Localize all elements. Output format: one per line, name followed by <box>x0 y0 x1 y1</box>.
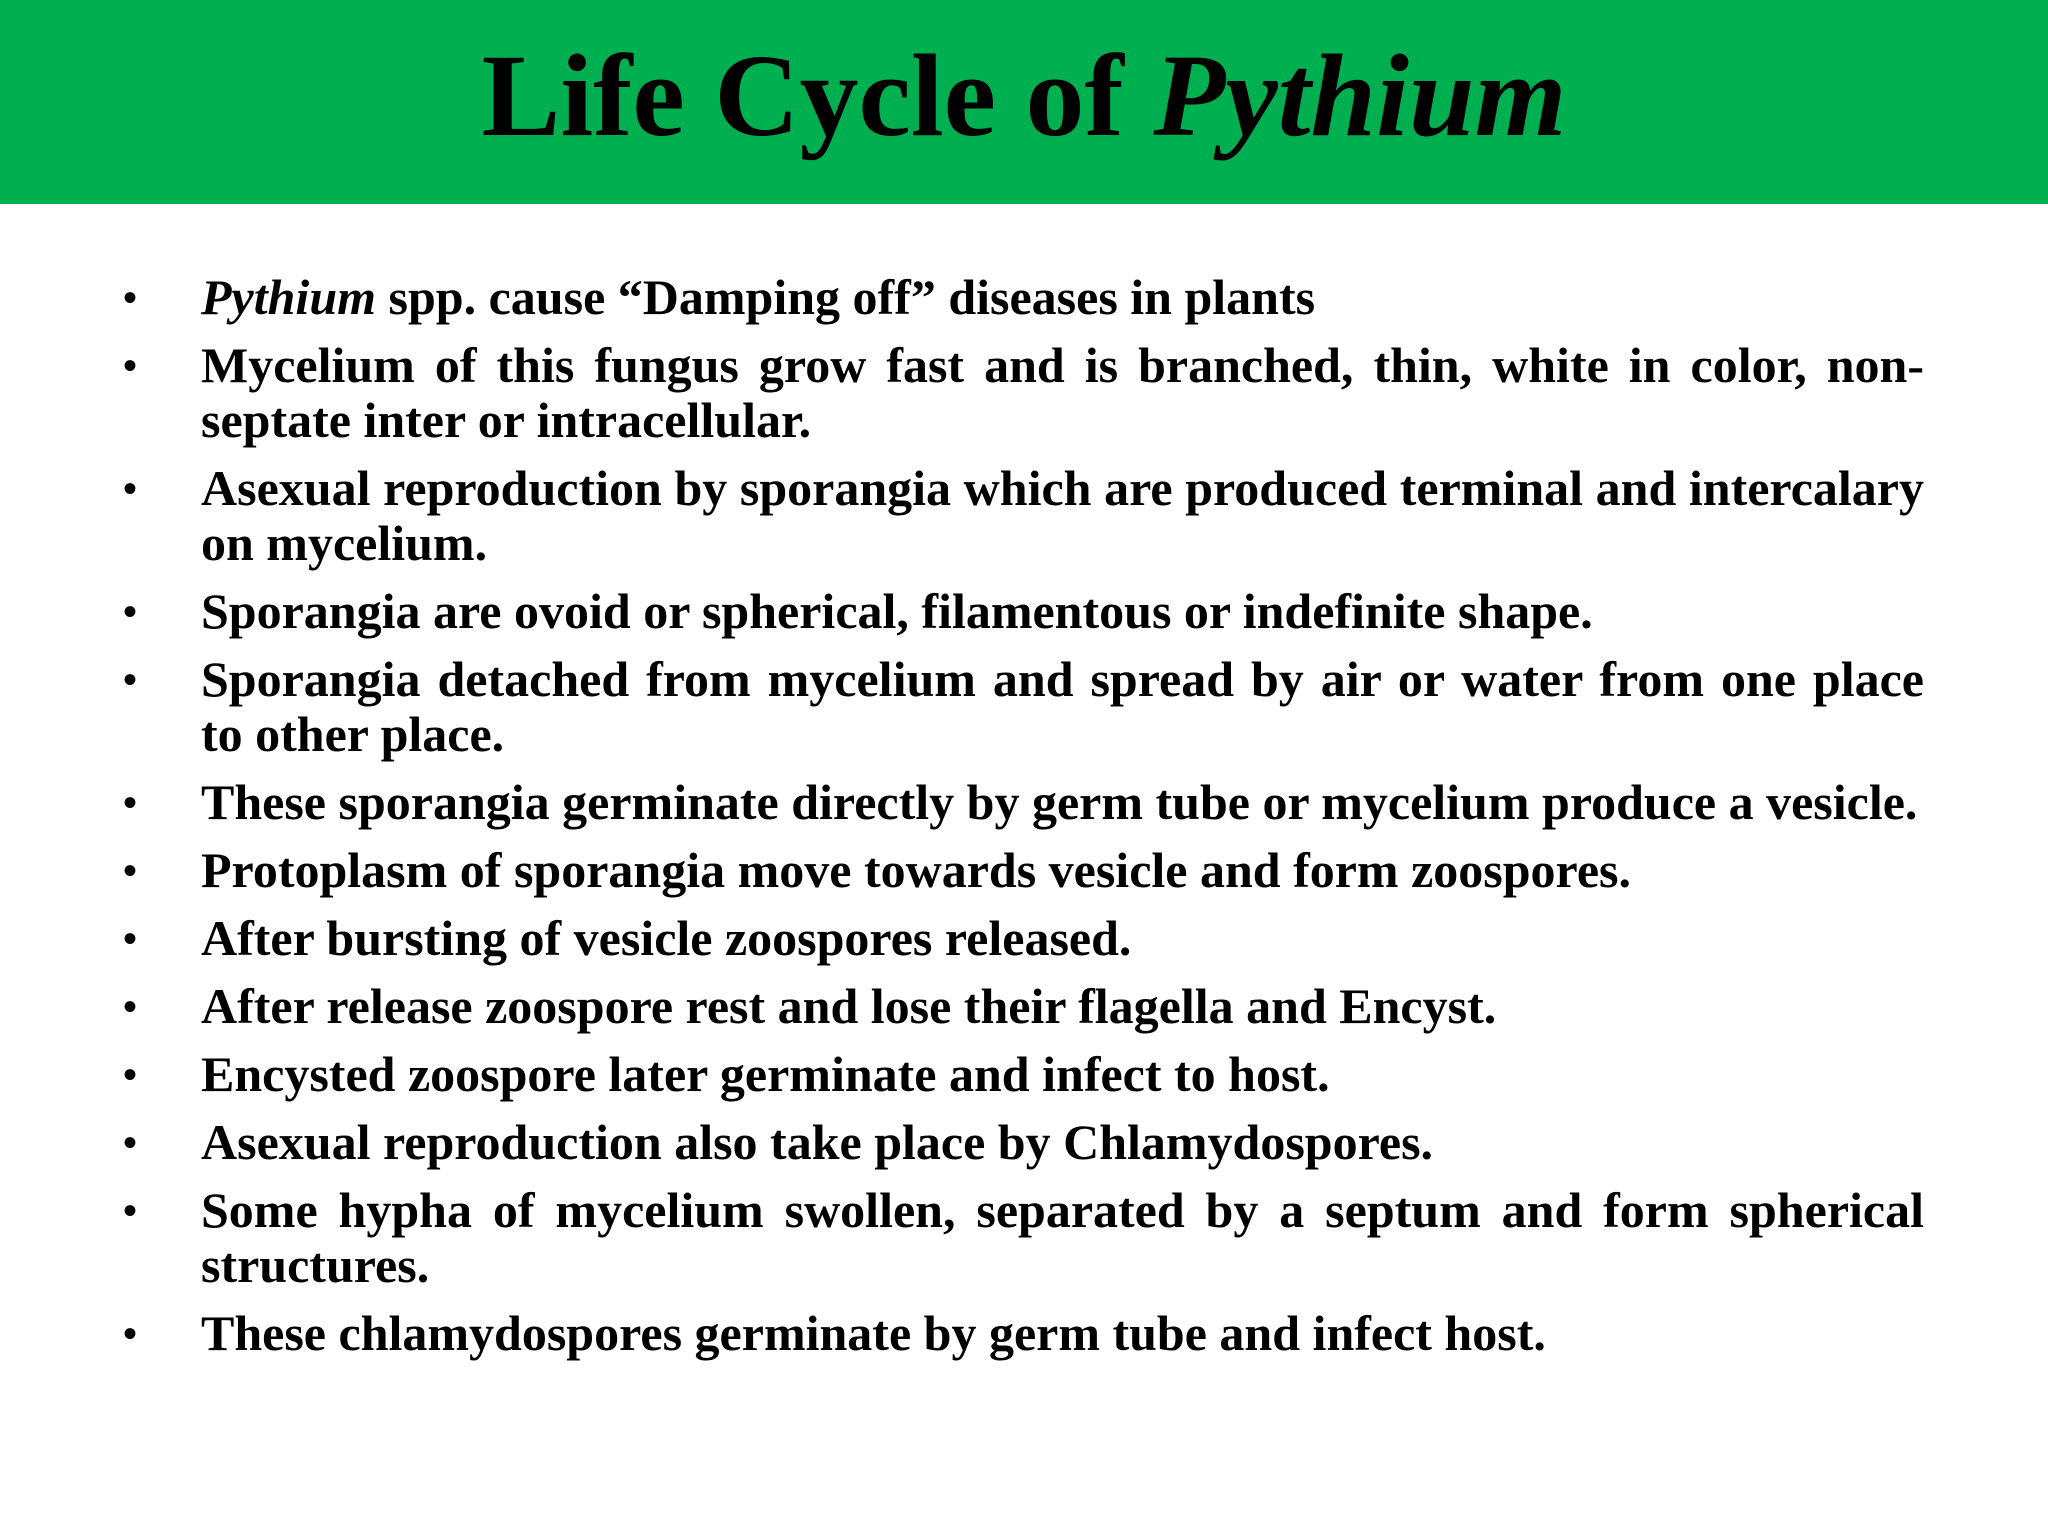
list-item-text: Asexual reproduction also take place by Chlamydospores. <box>201 1114 1434 1170</box>
list-item-text: These chlamydospores germinate by germ tube and infect host. <box>201 1305 1546 1361</box>
title-bar <box>0 0 2048 204</box>
list-item <box>118 979 1924 1034</box>
list-item-text: Some hypha of mycelium swollen, separated by a septum and form spherical structures. <box>201 1182 1924 1293</box>
bullet-icon: • <box>123 343 138 388</box>
bullet-icon: • <box>123 780 138 825</box>
slide-title <box>481 30 1567 161</box>
list-item <box>118 652 1924 762</box>
list-item-text: Asexual reproduction by sporangia which are produced terminal and intercalary on mycelium. <box>201 460 1924 571</box>
content-area <box>118 270 1924 1374</box>
bullet-icon: • <box>123 1052 138 1097</box>
bullet-icon: • <box>123 916 138 961</box>
list-item-text: Sporangia are ovoid or spherical, filamentous or indefinite shape. <box>201 583 1593 639</box>
list-item-text: After bursting of vesicle zoospores released. <box>201 910 1132 966</box>
bullet-icon: • <box>123 848 138 893</box>
bullet-list <box>118 270 1924 1361</box>
list-item <box>118 461 1924 571</box>
list-item <box>118 270 1924 325</box>
bullet-icon: • <box>123 589 138 634</box>
list-item <box>118 338 1924 448</box>
list-item <box>118 1115 1924 1170</box>
title-text: Life Cycle of <box>481 30 1154 161</box>
bullet-icon: • <box>123 1311 138 1356</box>
list-item <box>118 1047 1924 1102</box>
bullet-icon: • <box>123 1120 138 1165</box>
bullet-icon: • <box>123 275 138 320</box>
list-item-text: Sporangia detached from mycelium and spread by air or water from one place to other place. <box>201 651 1924 762</box>
title-italic-text: Pythium <box>1153 30 1567 161</box>
list-item <box>118 911 1924 966</box>
bullet-icon: • <box>123 657 138 702</box>
list-item <box>118 1183 1924 1293</box>
list-item-text: spp. cause “Damping off” diseases in plants <box>376 269 1316 325</box>
bullet-icon: • <box>123 466 138 511</box>
list-item-text: After release zoospore rest and lose their flagella and Encyst. <box>201 978 1497 1034</box>
list-item-text: Mycelium of this fungus grow fast and is branched, thin, white in color, non-septate inter or intracellular. <box>201 337 1924 448</box>
list-item-text: Encysted zoospore later germinate and infect to host. <box>201 1046 1330 1102</box>
list-item <box>118 775 1924 830</box>
list-item <box>118 843 1924 898</box>
list-item-text: Protoplasm of sporangia move towards vesicle and form zoospores. <box>201 842 1631 898</box>
list-item-text: These sporangia germinate directly by germ tube or mycelium produce a vesicle. <box>201 774 1918 830</box>
list-item-italic: Pythium <box>201 269 377 325</box>
bullet-icon: • <box>123 984 138 1029</box>
list-item <box>118 1306 1924 1361</box>
bullet-icon: • <box>123 1188 138 1233</box>
list-item <box>118 584 1924 639</box>
